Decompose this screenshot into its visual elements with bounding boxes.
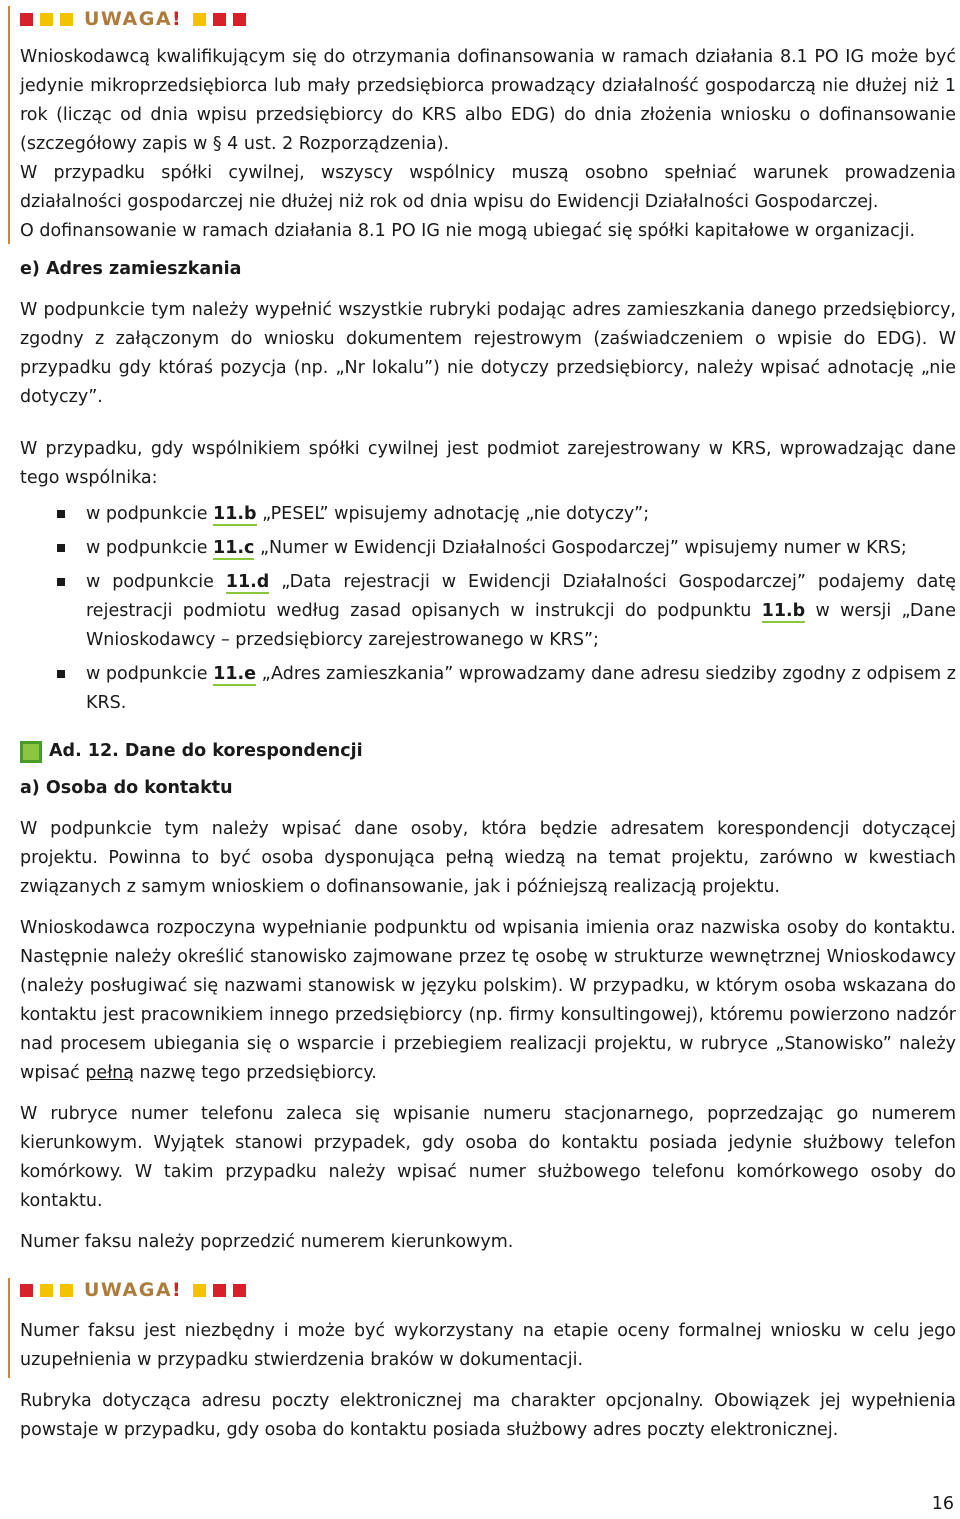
paragraph: W rubryce numer telefonu zaleca się wpisanie numeru stacjonarnego, poprzedzając go numerem kierunkowym. Wyjątek stanowi przypadek, gdy osoba do kontaktu posiada jedynie służbowy telefon komórkowy. W takim przypadku należy wpisać numer służbowego telefonu komórkowego osoby do kontaktu. bbox=[20, 1104, 956, 1211]
section-heading: e) Adres zamieszkania bbox=[20, 259, 242, 279]
paragraph: W podpunkcie tym należy wypełnić wszystkie rubryki podając adres zamieszkania danego przedsiębiorcy, zgodny z załączonym do wniosku dokumentem rejestrowym (zaświadczeniem o wpisie do EDG). W przypadku gdy któraś pozycja (np. „Nr lokalu”) nie dotyczy przedsiębiorcy, należy wpisać adnotację „nie dotyczy”. bbox=[20, 300, 956, 407]
paragraph: O dofinansowanie w ramach działania 8.1 PO IG nie mogą ubiegać się spółki kapitałowe w organizacji. bbox=[20, 221, 916, 241]
list-item bbox=[20, 660, 956, 718]
document-page bbox=[20, 0, 956, 1445]
subpoint-reference: 11.b bbox=[213, 504, 257, 524]
yellow-square-icon bbox=[193, 13, 206, 26]
yellow-square-icon bbox=[60, 13, 73, 26]
list-item bbox=[20, 568, 956, 655]
paragraph: W podpunkcie tym należy wpisać dane osoby, która będzie adresatem korespondencji dotyczącej projektu. Powinna to być osoba dysponująca pełną wiedzą na temat projektu, zarówno w kwestiach związanych z samym wnioskiem o dofinansowanie, jak i późniejszą realizacją projektu. bbox=[20, 819, 956, 897]
warning-bar bbox=[8, 6, 10, 244]
paragraph: W przypadku, gdy wspólnikiem spółki cywilnej jest podmiot zarejestrowany w KRS, wprowadzając dane tego wspólnika: bbox=[20, 439, 956, 488]
warning-label: UWAGA! bbox=[84, 1279, 183, 1301]
paragraph: Rubryka dotycząca adresu poczty elektronicznej ma charakter opcjonalny. Obowiązek jej wypełnienia powstaje w przypadku, gdy osoba do kontaktu posiada służbowy adres poczty elektronicznej. bbox=[20, 1391, 956, 1440]
paragraph: Numer faksu należy poprzedzić numerem kierunkowym. bbox=[20, 1232, 514, 1252]
page-number: 16 bbox=[931, 1494, 954, 1514]
warning-header bbox=[20, 6, 956, 32]
list-item bbox=[20, 534, 956, 563]
yellow-square-icon bbox=[40, 1284, 53, 1297]
paragraph: Wnioskodawca rozpoczyna wypełnianie podpunktu od wpisania imienia oraz nazwiska osoby do kontaktu. Następnie należy określić stanowisko zajmowane przez tę osobę w strukturze wewnętrznej Wnioskodawcy (należy posługiwać się nazwami stanowisk w języku polskim). W przypadku, w którym osoba wskazana do kontaktu jest pracownikiem innego przedsiębiorcy (np. firmy konsultingowej), któremu powierzono nadzór nad procesem ubiegania się o wsparcie i przebiegiem realizacji projektu, w rubryce „Stanowisko” należy wpisać pełną nazwę tego przedsiębiorcy. bbox=[20, 918, 956, 1083]
bullet-icon bbox=[57, 670, 65, 678]
subpoint-reference: 11.e bbox=[213, 664, 257, 684]
list-item-text: „Data rejestracji w Ewidencji Działalności Gospodarczej” podajemy datę rejestracji podmiotu według zasad opisanych w instrukcji do podpunktu bbox=[86, 572, 956, 621]
yellow-square-icon bbox=[40, 13, 53, 26]
list-item-text: w podpunkcie bbox=[86, 504, 214, 524]
section-heading-ad12: Ad. 12. Dane do korespondencji bbox=[20, 737, 956, 766]
red-square-icon bbox=[20, 1284, 33, 1297]
paragraph: Wnioskodawcą kwalifikującym się do otrzymania dofinansowania w ramach działania 8.1 PO IG może być jedynie mikroprzedsiębiorca lub mały przedsiębiorca prowadzący działalność gospodarczą nie dłużej niż 1 rok (licząc od dnia wpisu przedsiębiorcy do KRS albo EDG) do dnia złożenia wniosku o dofinansowanie (szczegółowy zapis w § 4 ust. 2 Rozporządzenia). bbox=[20, 47, 956, 154]
warning-header bbox=[20, 1277, 956, 1303]
green-square-icon bbox=[20, 741, 42, 763]
list-item-text: „Adres zamieszkania” wprowadzamy dane adresu siedziby zgodny z odpisem z KRS. bbox=[86, 664, 956, 713]
warning-label: UWAGA! bbox=[84, 8, 183, 30]
bullet-list bbox=[20, 500, 956, 718]
subpoint-reference: 11.d bbox=[225, 572, 270, 592]
list-item bbox=[20, 500, 956, 529]
list-item-text: w podpunkcie bbox=[86, 664, 214, 684]
list-item-text: „PESEL” wpisujemy adnotację „nie dotyczy”; bbox=[256, 504, 650, 524]
list-item-text: w wersji „Dane Wnioskodawcy – przedsiębiorcy zarejestrowanego w KRS”; bbox=[86, 601, 956, 650]
red-square-icon bbox=[233, 13, 246, 26]
subpoint-reference: 11.b bbox=[761, 601, 806, 621]
bullet-icon bbox=[57, 578, 65, 586]
bullet-icon bbox=[57, 544, 65, 552]
red-square-icon bbox=[20, 13, 33, 26]
warning-bar bbox=[8, 1278, 10, 1378]
red-square-icon bbox=[213, 1284, 226, 1297]
yellow-square-icon bbox=[60, 1284, 73, 1297]
subpoint-reference: 11.c bbox=[213, 538, 255, 558]
paragraph: Numer faksu jest niezbędny i może być wykorzystany na etapie oceny formalnej wniosku w celu jego uzupełnienia w przypadku stwierdzenia braków w dokumentacji. bbox=[20, 1321, 956, 1370]
red-square-icon bbox=[213, 13, 226, 26]
subsection-heading: a) Osoba do kontaktu bbox=[20, 778, 233, 798]
list-item-text: w podpunkcie bbox=[86, 538, 214, 558]
paragraph: W przypadku spółki cywilnej, wszyscy wspólnicy muszą osobno spełniać warunek prowadzenia działalności gospodarczej nie dłużej niż rok od dnia wpisu do Ewidencji Działalności Gospodarczej. bbox=[20, 163, 956, 212]
list-item-text: „Numer w Ewidencji Działalności Gospodarczej” wpisujemy numer w KRS; bbox=[254, 538, 907, 558]
bullet-icon bbox=[57, 510, 65, 518]
red-square-icon bbox=[233, 1284, 246, 1297]
yellow-square-icon bbox=[193, 1284, 206, 1297]
list-item-text: w podpunkcie bbox=[86, 572, 226, 592]
